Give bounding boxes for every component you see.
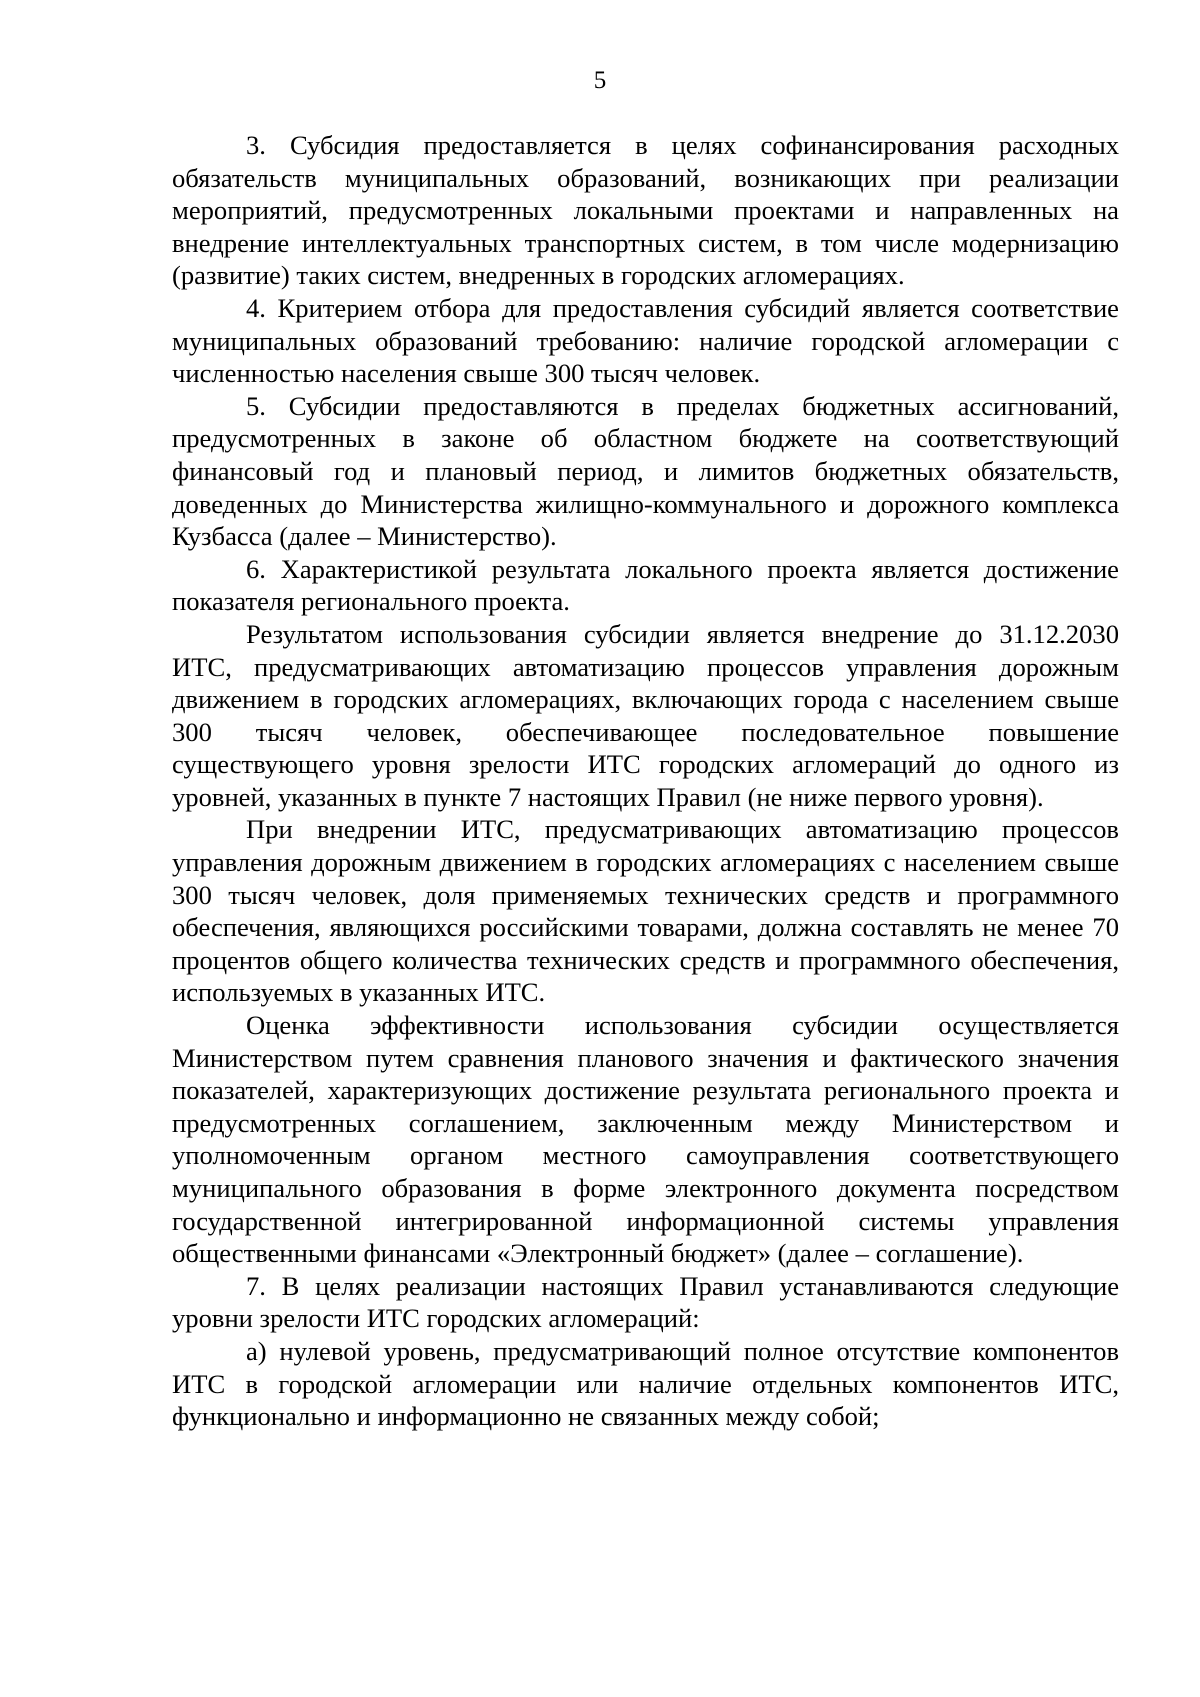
paragraph-russian-goods-share: При внедрении ИТС, предусматривающих автоматизацию процессов управления дорожным движением в городских агломерациях с населением свыше 300 тысяч человек, доля применяемых технических средств и программного обеспечения, являющихся российскими товарами, должна составлять не менее 70 процентов общего количества технических средств и программного обеспечения, используемых в указанных ИТС. (172, 814, 1119, 1008)
paragraph-level-a-zero: а) нулевой уровень, предусматривающий полное отсутствие компонентов ИТС в городской агломерации или наличие отдельных компонентов ИТС, функционально и информационно не связанных между собой; (172, 1335, 1119, 1432)
paragraph-item-3-purpose: 3. Субсидия предоставляется в целях софинансирования расходных обязательств муниципальных образований, возникающих при реализации мероприятий, предусмотренных локальными проектами и направленных на внедрение интеллектуальных транспортных систем, в том числе модернизацию (развитие) таких систем, внедренных в городских агломерациях. (172, 130, 1119, 291)
paragraph-item-7-maturity-levels: 7. В целях реализации настоящих Правил устанавливаются следующие уровни зрелости ИТС городских агломераций: (172, 1270, 1119, 1334)
paragraph-item-6-result-characteristic: 6. Характеристикой результата локального проекта является достижение показателя регионального проекта. (172, 553, 1119, 617)
document-body (172, 129, 1119, 1433)
paragraph-item-5-limits: 5. Субсидии предоставляются в пределах бюджетных ассигнований, предусмотренных в законе об областном бюджете на соответствующий финансовый год и плановый период, и лимитов бюджетных обязательств, доведенных до Министерства жилищно-коммунального и дорожного комплекса Кузбасса (далее – Министерство). (172, 390, 1119, 552)
paragraph-efficiency-assessment: Оценка эффективности использования субсидии осуществляется Министерством путем сравнения планового значения и фактического значения показателей, характеризующих достижение результата регионального проекта и предусмотренных соглашением, заключенным между Министерством и уполномоченным органом местного самоуправления соответствующего муниципального образования в форме электронного документа посредством государственной интегрированной информационной системы управления общественными финансами «Электронный бюджет» (далее – соглашение). (172, 1010, 1119, 1269)
page-number: 5 (593, 67, 607, 94)
paragraph-subsidy-result: Результатом использования субсидии является внедрение до 31.12.2030 ИТС, предусматривающих автоматизацию процессов управления дорожным движением в городских агломерациях, включающих города с населением свыше 300 тысяч человек, обеспечивающее последовательное повышение существующего уровня зрелости ИТС городских агломераций до одного из уровней, указанных в пункте 7 настоящих Правил (не ниже первого уровня). (172, 618, 1119, 812)
paragraph-item-4-criterion: 4. Критерием отбора для предоставления субсидий является соответствие муниципальных образований требованию: наличие городской агломерации с численностью населения свыше 300 тысяч человек. (172, 292, 1119, 389)
